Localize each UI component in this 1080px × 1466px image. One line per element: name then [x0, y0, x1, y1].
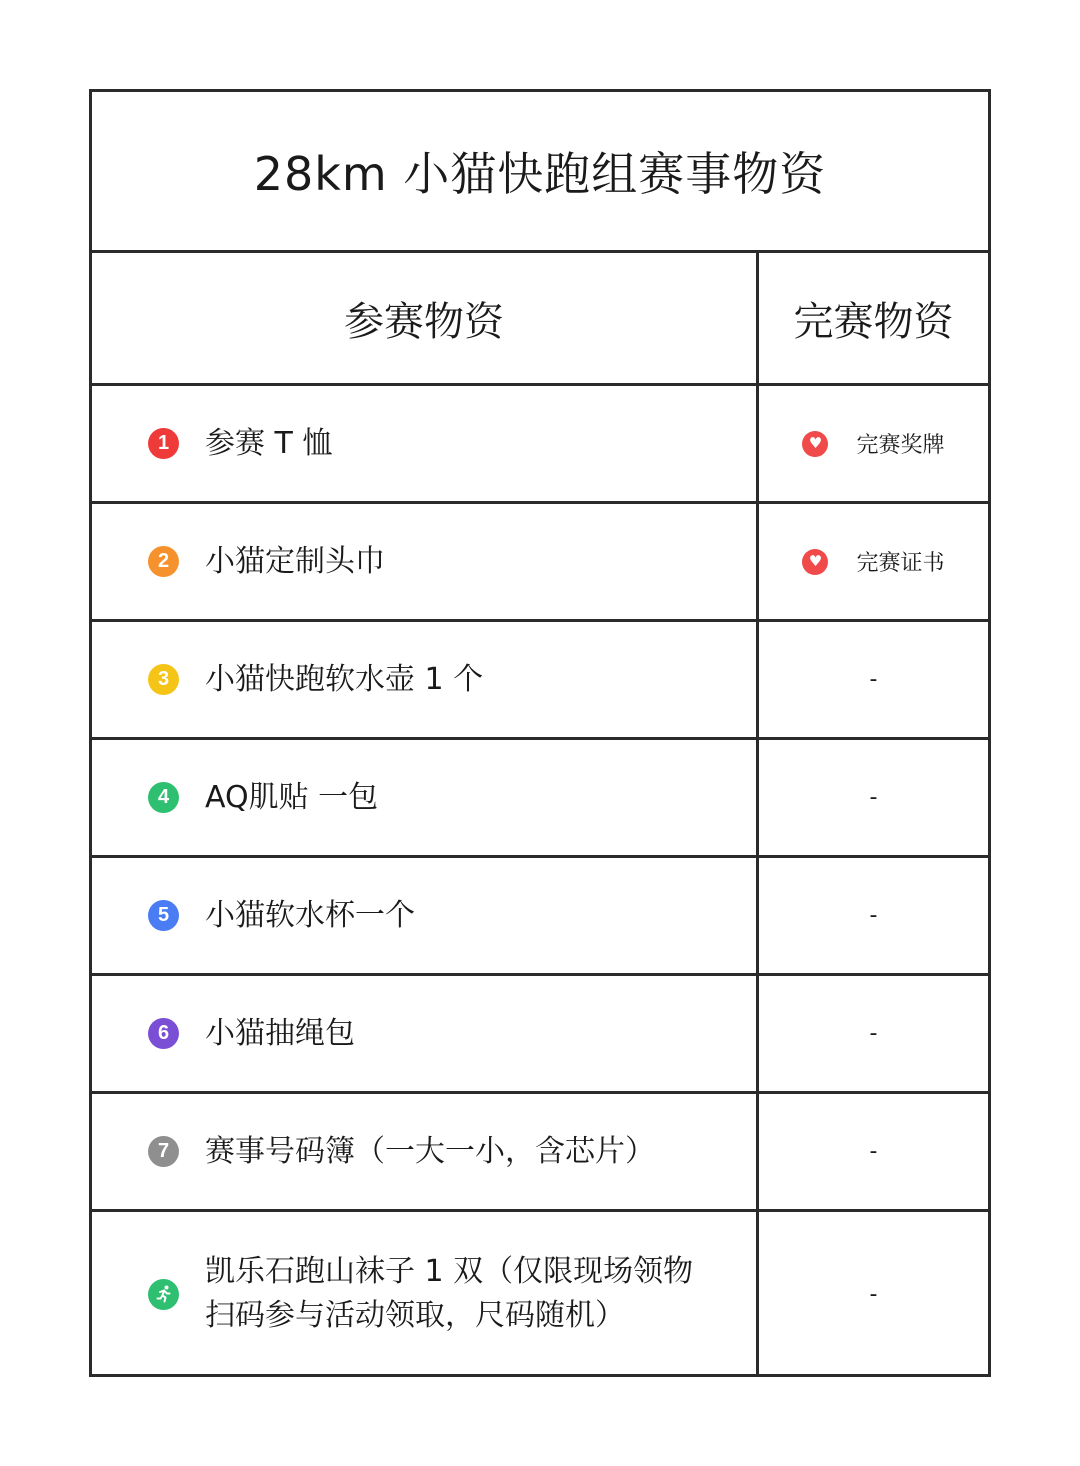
- table-row: [92, 1094, 988, 1212]
- empty-reward: -: [869, 785, 878, 810]
- finisher-cell: [759, 858, 988, 973]
- number-badge-icon: 2: [148, 546, 179, 577]
- participant-cell: [92, 740, 759, 855]
- table-body: [92, 386, 988, 1376]
- item-label: 小猫软水杯一个: [205, 897, 415, 933]
- item-label: 小猫抽绳包: [205, 1015, 355, 1051]
- table-row: [92, 504, 988, 622]
- number-badge-icon: 1: [148, 428, 179, 459]
- finisher-cell: [759, 1094, 988, 1209]
- number-badge-icon: 6: [148, 1018, 179, 1049]
- participant-cell: [92, 858, 759, 973]
- number-badge-icon: 7: [148, 1136, 179, 1167]
- participant-cell: [92, 386, 759, 501]
- reward-label: 完赛奖牌: [856, 433, 945, 458]
- empty-reward: -: [869, 1281, 878, 1307]
- finisher-cell: [759, 976, 988, 1091]
- supplies-table: [89, 89, 991, 1377]
- item-label: AQ肌贴 一包: [205, 779, 379, 815]
- table-row: [92, 976, 988, 1094]
- reward-item: [802, 546, 944, 577]
- number-badge-icon: 5: [148, 900, 179, 931]
- participant-cell: [92, 622, 759, 737]
- table-title-text: 28km 小猫快跑组赛事物资: [253, 147, 827, 201]
- finisher-cell: [759, 386, 988, 501]
- table-row: [92, 1212, 988, 1376]
- table-row: [92, 622, 988, 740]
- number-badge-icon: 4: [148, 782, 179, 813]
- finisher-cell: [759, 504, 988, 619]
- table-title: [92, 92, 988, 253]
- finisher-cell: [759, 740, 988, 855]
- header-participant-supplies: 参赛物资: [92, 253, 759, 383]
- header-row: [92, 253, 988, 386]
- heart-icon: ♥: [802, 549, 828, 575]
- table-row: [92, 858, 988, 976]
- empty-reward: -: [869, 1139, 878, 1164]
- participant-cell: [92, 976, 759, 1091]
- header-finisher-supplies: 完赛物资: [793, 298, 954, 345]
- item-label: [205, 1250, 693, 1338]
- empty-reward: -: [869, 1021, 878, 1046]
- participant-cell: [92, 1094, 759, 1209]
- item-label: 小猫定制头巾: [205, 543, 385, 579]
- reward-label: 完赛证书: [856, 551, 945, 576]
- table-row: [92, 386, 988, 504]
- item-label: 参赛 T 恤: [205, 425, 333, 461]
- table-row: [92, 740, 988, 858]
- heart-icon: ♥: [802, 431, 828, 457]
- empty-reward: -: [869, 903, 878, 928]
- finisher-cell: [759, 622, 988, 737]
- empty-reward: -: [869, 667, 878, 692]
- participant-cell: [92, 504, 759, 619]
- number-badge-icon: 3: [148, 664, 179, 695]
- item-label: 赛事号码簿（一大一小，含芯片）: [205, 1133, 655, 1169]
- item-label-line: 凯乐石跑山袜子 1 双（仅限现场领物: [205, 1254, 694, 1289]
- reward-item: [802, 428, 944, 459]
- finisher-cell: [759, 1212, 988, 1376]
- item-label: 小猫快跑软水壶 1 个: [205, 661, 484, 697]
- item-label-line: 扫码参与活动领取，尺码随机）: [205, 1298, 625, 1333]
- runner-icon: [148, 1279, 179, 1310]
- participant-cell: [92, 1212, 759, 1376]
